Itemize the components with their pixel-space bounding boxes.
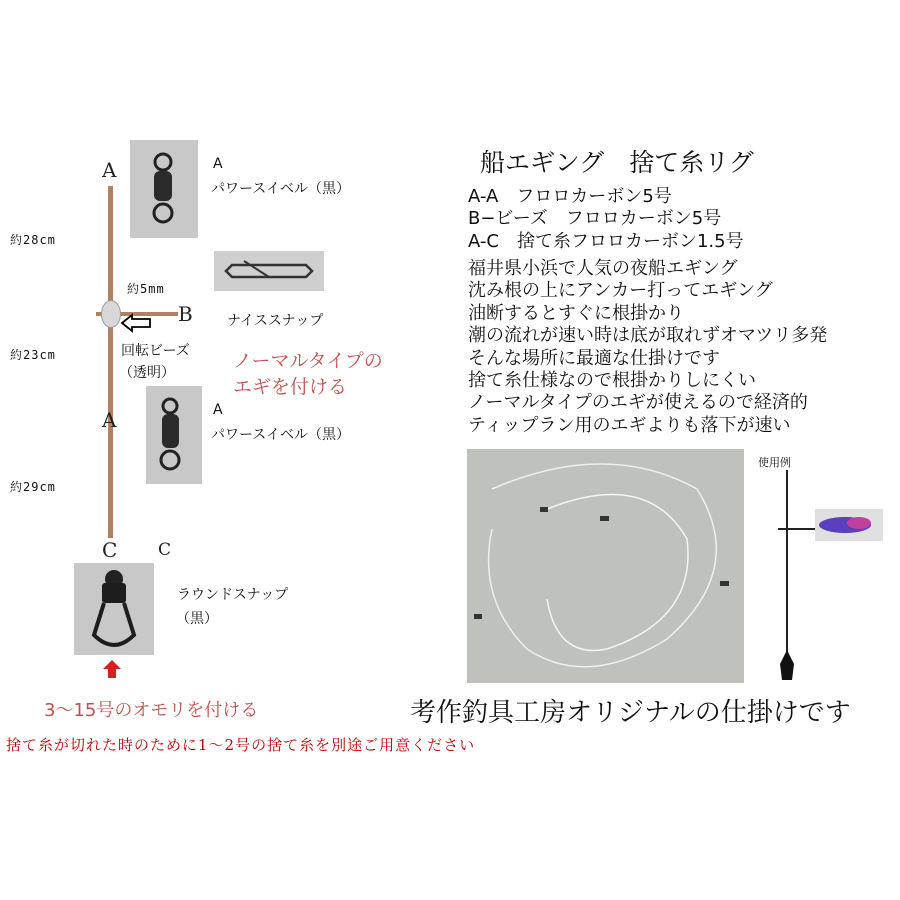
rig-title: 船エギング 捨て糸リグ [480,148,754,177]
distance-bottom: 約29cm [10,480,56,494]
egi-lure-photo [815,509,883,541]
nice-snap-name: ナイススナップ [227,313,324,329]
spec-item: B−ビーズ フロロカーボン5号 [468,208,722,230]
round-snap-note: （黒） [176,611,218,627]
original-note: 考作釣具工房オリジナルの仕掛けです [410,698,851,728]
swivel-photo-top [130,140,198,238]
spec-item: A-A フロロカーボン5号 [468,186,672,207]
label-a-mid: A [102,408,117,432]
swivel-photo-mid [146,386,202,484]
up-arrow-icon [102,659,122,679]
label-c-2: C [158,540,172,560]
swivel-top-name: パワースイベル（黒） [211,181,351,197]
description-line: 油断するとすぐに根掛かり [468,302,684,324]
nice-snap-photo [214,251,324,291]
sinker-icon [776,650,798,682]
sinker-note: 3～15号のオモリを付ける [44,700,259,721]
label-b: B [178,302,193,326]
left-arrow-icon [120,312,152,334]
description-line: 捨て糸仕様なので根掛かりしにくい [468,370,756,392]
label-a-top: A [102,158,117,182]
distance-bead: 約5mm [127,282,165,296]
description-line: そんな場所に最適な仕掛けです [468,347,720,369]
swivel-mid-name: パワースイベル（黒） [211,427,351,443]
description-line: 潮の流れが速い時は底が取れずオマツリ多発 [468,325,828,347]
description-list [468,258,827,437]
bead-name: 回転ビーズ [121,343,190,359]
spec-item: A-C 捨て糸フロロカーボン1.5号 [468,230,744,252]
main-line [108,186,113,538]
bead-note: （透明） [119,365,175,381]
normal-type-note-1: ノーマルタイプの [233,350,383,372]
description-line: 福井県小浜で人気の夜船エギング [468,258,738,279]
swivel-mid-letter: A [213,402,223,418]
description-line: 沈み根の上にアンカー打ってエギング [468,280,773,302]
swivel-top-letter: A [213,156,223,172]
distance-middle: 約23cm [10,348,56,362]
round-snap-photo [74,563,154,655]
spec-list [468,186,744,253]
description-line: ノーマルタイプのエギが使えるので経済的 [468,392,808,414]
label-c-1: C [102,538,118,562]
spare-line-note: 捨て糸が切れた時のために1〜2号の捨て糸を別途ご用意ください [6,736,476,754]
distance-top: 約28cm [10,233,56,247]
usage-line [786,470,788,656]
rig-photo [467,449,744,683]
round-snap-name: ラウンドスナップ [177,587,289,603]
usage-label: 使用例 [758,456,791,469]
normal-type-note-2: エギを付ける [233,376,348,398]
description-line: ティップラン用のエギよりも落下が速い [468,414,791,436]
bead-marker [101,300,121,328]
